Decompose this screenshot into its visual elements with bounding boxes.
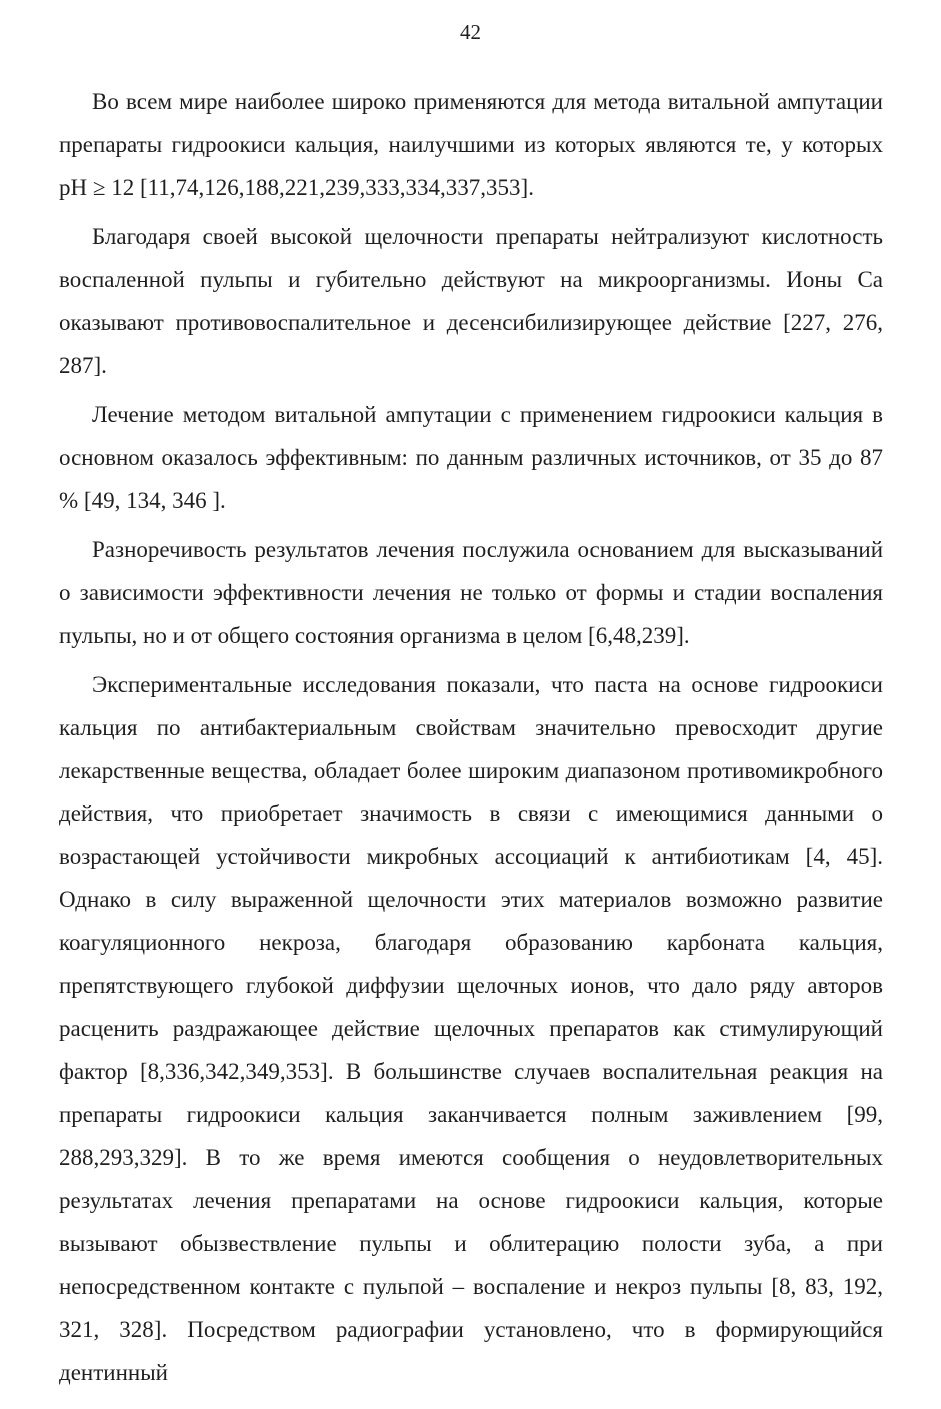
paragraph-4: Разноречивость результатов лечения послужила основанием для высказываний о зависимости эффективности лечения не только от формы и стадии воспаления пульпы, но и от общего состояния организма в целом [6,48,239]. bbox=[59, 537, 883, 648]
paragraph-3: Лечение методом витальной ампутации с применением гидроокиси кальция в основном оказалось эффективным: по данным различных источников, от 35 до 87 % [49, 134, 346 ]. bbox=[59, 402, 883, 513]
paragraph-1: Во всем мире наиболее широко применяются для метода витальной ампутации препараты гидроокиси кальция, наилучшими из которых являются те, у которых pH ≥ 12 [11,74,126,188,221,239,333,334,337,353]. bbox=[59, 89, 883, 200]
paragraph-5: Экспериментальные исследования показали, что паста на основе гидроокиси кальция по антибактериальным свойствам значительно превосходит другие лекарственные вещества, обладает более широким диапазоном противомикробного действия, что приобретает значимость в связи с имеющимися данными о возрастающей устойчивости микробных ассоциаций к антибиотикам [4, 45]. Однако в силу выраженной щелочности этих материалов возможно развитие коагуляционного некроза, благодаря образованию карбоната кальция, препятствующего глубокой диффузии щелочных ионов, что дало ряду авторов расценить раздражающее действие щелочных препаратов как стимулирующий фактор [8,336,342,349,353]. В большинстве случаев воспалительная реакция на препараты гидроокиси кальция заканчивается полным заживлением [99, 288,293,329]. В то же время имеются сообщения о неудовлетворительных результатах лечения препаратами на основе гидроокиси кальция, которые вызывают обызвествление пульпы и облитерацию полости зуба, а при непосредственном контакте с пульпой – воспаление и некроз пульпы [8, 83, 192, 321, 328]. Посредством радиографии установлено, что в формирующийся дентинный bbox=[59, 672, 883, 1385]
body-text bbox=[59, 80, 883, 1400]
paragraph-2: Благодаря своей высокой щелочности препараты нейтрализуют кислотность воспаленной пульпы и губительно действуют на микроорганизмы. Ионы Са оказывают противовоспалительное и десенсибилизирующее действие [227, 276, 287]. bbox=[59, 224, 883, 378]
page-number: 42 bbox=[460, 20, 481, 44]
